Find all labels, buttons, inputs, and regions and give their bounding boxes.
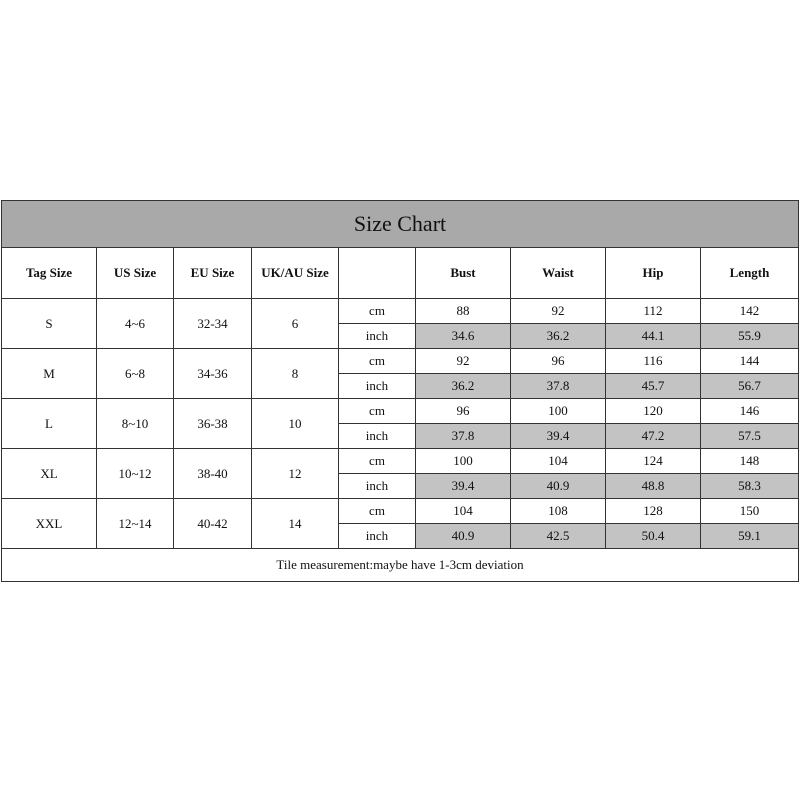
bust-cm-cell: 92 (416, 349, 511, 374)
hip-cm-cell: 128 (606, 499, 701, 524)
bust-cm-cell: 100 (416, 449, 511, 474)
header-uk-au-size: UK/AU Size (252, 248, 339, 299)
header-unit (339, 248, 416, 299)
waist-inch-cell: 39.4 (511, 424, 606, 449)
uk-au-size-cell: 6 (252, 299, 339, 349)
length-cm-cell: 144 (701, 349, 799, 374)
length-inch-cell: 55.9 (701, 324, 799, 349)
bust-cm-cell: 88 (416, 299, 511, 324)
waist-inch-cell: 40.9 (511, 474, 606, 499)
hip-cm-cell: 120 (606, 399, 701, 424)
waist-cm-cell: 108 (511, 499, 606, 524)
unit-label: inch (339, 324, 416, 349)
us-size-cell: 12~14 (97, 499, 174, 549)
header-us-size: US Size (97, 248, 174, 299)
uk-au-size-cell: 10 (252, 399, 339, 449)
length-inch-cell: 58.3 (701, 474, 799, 499)
waist-inch-cell: 37.8 (511, 374, 606, 399)
bust-cm-cell: 96 (416, 399, 511, 424)
length-cm-cell: 150 (701, 499, 799, 524)
header-length: Length (701, 248, 799, 299)
tag-size-cell: M (2, 349, 97, 399)
eu-size-cell: 38-40 (174, 449, 252, 499)
tag-size-cell: L (2, 399, 97, 449)
header-eu-size: EU Size (174, 248, 252, 299)
uk-au-size-cell: 8 (252, 349, 339, 399)
hip-inch-cell: 50.4 (606, 524, 701, 549)
hip-inch-cell: 45.7 (606, 374, 701, 399)
size-row-cm (2, 299, 799, 324)
header-bust: Bust (416, 248, 511, 299)
eu-size-cell: 36-38 (174, 399, 252, 449)
bust-inch-cell: 36.2 (416, 374, 511, 399)
header-tag-size: Tag Size (2, 248, 97, 299)
size-row-cm (2, 399, 799, 424)
waist-cm-cell: 96 (511, 349, 606, 374)
eu-size-cell: 32-34 (174, 299, 252, 349)
length-cm-cell: 142 (701, 299, 799, 324)
hip-inch-cell: 48.8 (606, 474, 701, 499)
waist-inch-cell: 36.2 (511, 324, 606, 349)
header-hip: Hip (606, 248, 701, 299)
size-row-cm (2, 499, 799, 524)
length-cm-cell: 146 (701, 399, 799, 424)
us-size-cell: 10~12 (97, 449, 174, 499)
bust-cm-cell: 104 (416, 499, 511, 524)
unit-label: cm (339, 499, 416, 524)
chart-title: Size Chart (2, 201, 799, 248)
unit-label: cm (339, 399, 416, 424)
hip-cm-cell: 124 (606, 449, 701, 474)
size-row-cm (2, 449, 799, 474)
bust-inch-cell: 37.8 (416, 424, 511, 449)
tag-size-cell: XXL (2, 499, 97, 549)
tag-size-cell: XL (2, 449, 97, 499)
length-inch-cell: 59.1 (701, 524, 799, 549)
size-chart-table (1, 200, 799, 582)
hip-cm-cell: 116 (606, 349, 701, 374)
bust-inch-cell: 39.4 (416, 474, 511, 499)
bust-inch-cell: 40.9 (416, 524, 511, 549)
uk-au-size-cell: 12 (252, 449, 339, 499)
uk-au-size-cell: 14 (252, 499, 339, 549)
measurement-note: Tile measurement:maybe have 1-3cm deviation (2, 549, 799, 582)
length-inch-cell: 57.5 (701, 424, 799, 449)
size-table-body (2, 299, 799, 549)
hip-cm-cell: 112 (606, 299, 701, 324)
unit-label: cm (339, 449, 416, 474)
hip-inch-cell: 47.2 (606, 424, 701, 449)
unit-label: inch (339, 524, 416, 549)
unit-label: inch (339, 424, 416, 449)
waist-cm-cell: 100 (511, 399, 606, 424)
waist-cm-cell: 104 (511, 449, 606, 474)
header-waist: Waist (511, 248, 606, 299)
us-size-cell: 8~10 (97, 399, 174, 449)
header-row (2, 248, 799, 299)
unit-label: cm (339, 299, 416, 324)
length-inch-cell: 56.7 (701, 374, 799, 399)
unit-label: inch (339, 374, 416, 399)
unit-label: inch (339, 474, 416, 499)
us-size-cell: 6~8 (97, 349, 174, 399)
hip-inch-cell: 44.1 (606, 324, 701, 349)
eu-size-cell: 34-36 (174, 349, 252, 399)
bust-inch-cell: 34.6 (416, 324, 511, 349)
size-row-cm (2, 349, 799, 374)
us-size-cell: 4~6 (97, 299, 174, 349)
eu-size-cell: 40-42 (174, 499, 252, 549)
waist-inch-cell: 42.5 (511, 524, 606, 549)
waist-cm-cell: 92 (511, 299, 606, 324)
length-cm-cell: 148 (701, 449, 799, 474)
unit-label: cm (339, 349, 416, 374)
size-chart (1, 200, 798, 582)
tag-size-cell: S (2, 299, 97, 349)
